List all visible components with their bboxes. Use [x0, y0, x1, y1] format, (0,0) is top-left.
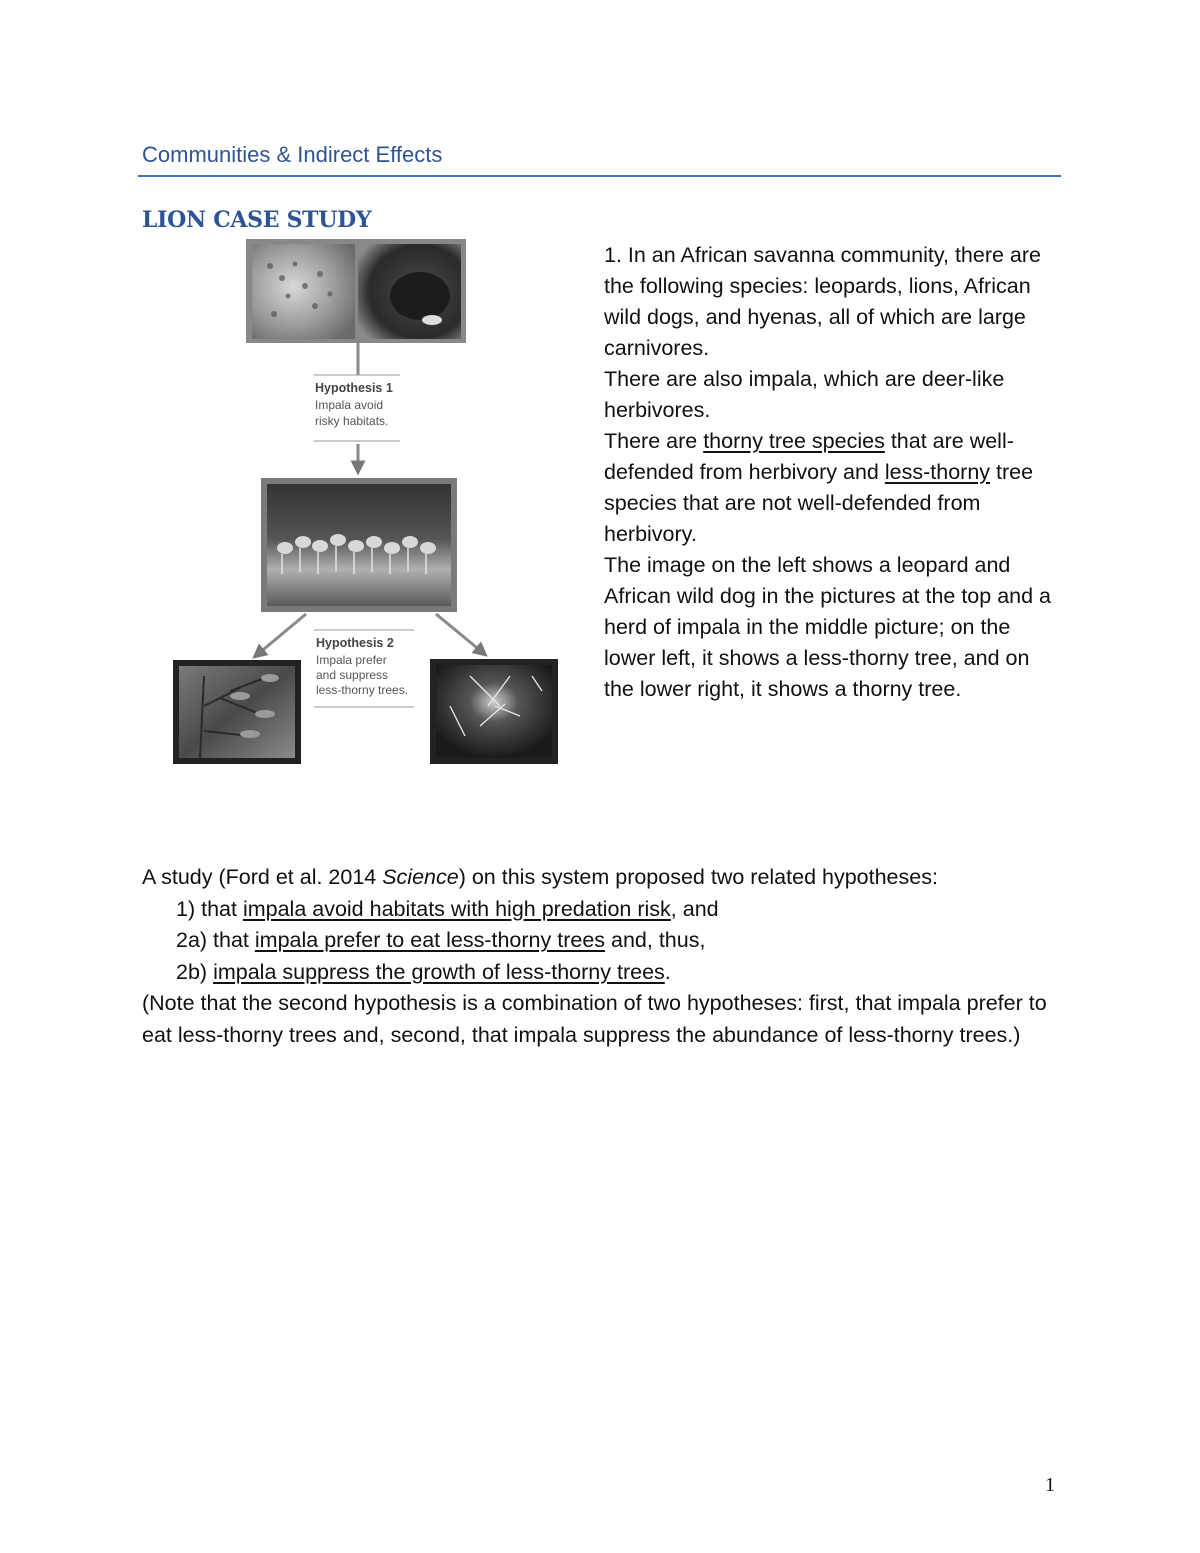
header-title: Communities & Indirect Effects: [142, 142, 443, 167]
study-note: (Note that the second hypothesis is a combination of two hypotheses: first, that impala prefer to eat less-thorny trees and, second, that impala suppress the abundance of less-thorny trees.): [142, 991, 1047, 1047]
q1-image-description: The image on the left shows a leopard and African wild dog in the pictures at the top and a herd of impala in the middle picture; on the lower left, it shows a less-thorny tree, and on the lower right, it shows a thorny tree.: [604, 553, 1051, 701]
hypothesis-2a-item: 2a) that impala prefer to eat less-thorny trees and, thus,: [176, 928, 706, 952]
section-heading: LION CASE STUDY: [142, 207, 372, 233]
page-number: 1: [1045, 1474, 1055, 1496]
hypothesis2-title: Hypothesis 2: [316, 636, 394, 650]
less-thorny-tree-photo: [173, 660, 301, 764]
journal-name: Science: [382, 865, 459, 889]
hypothesis-figure: [170, 236, 562, 768]
hypothesis2-line3: less-thorny trees.: [316, 683, 409, 697]
hypothesis-1-item: 1) that impala avoid habitats with high predation risk, and: [176, 896, 719, 921]
impala-photo: [261, 478, 457, 612]
hypothesis1-line2: risky habitats.: [315, 414, 389, 428]
leopard-photo: [252, 244, 355, 339]
q1-impala: There are also impala, which are deer-like herbivores.: [604, 367, 1005, 422]
hypothesis-2b-item: 2b) impala suppress the growth of less-thorny trees.: [176, 959, 671, 984]
study-section: [142, 862, 1067, 1051]
hypothesis1-line1: Impala avoid: [315, 398, 384, 412]
less-thorny-underline: less-thorny: [884, 460, 991, 484]
question-1: [604, 240, 1064, 705]
thorny-tree-species-underline: thorny tree species: [703, 429, 885, 453]
thorny-tree-photo: [430, 659, 558, 764]
predator-photos: [246, 239, 466, 343]
hypothesis2-line2: and suppress: [316, 668, 389, 682]
hypothesis2-line1: Impala prefer: [316, 653, 387, 667]
header-rule: [138, 175, 1061, 177]
study-intro: A study (Ford et al. 2014 Science) on this system proposed two related hypotheses:: [142, 865, 938, 889]
q1-intro: 1. In an African savanna community, there are the following species: leopards, lions, African wild dogs, and hyenas, all of which are large carnivores.: [604, 243, 1042, 360]
hypothesis1-title: Hypothesis 1: [315, 381, 393, 395]
q1-trees: There are thorny tree species that are well-defended from herbivory and less-thorny tree species that are not well-defended from herbivory.: [604, 429, 1034, 546]
